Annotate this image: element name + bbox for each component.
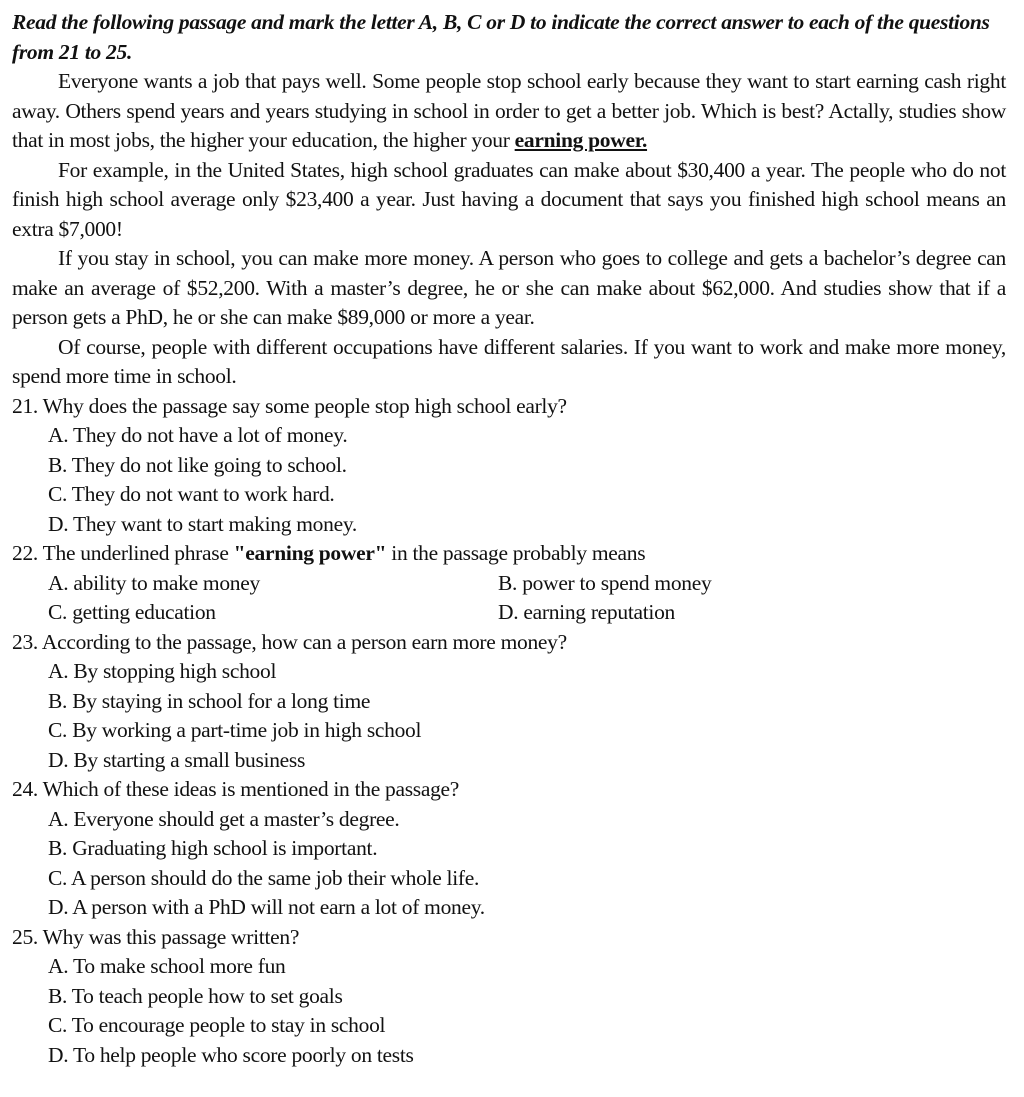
option-row [48, 569, 1006, 599]
option-a: A. By stopping high school [48, 659, 277, 683]
reading-passage [12, 67, 1006, 392]
option-d: D. earning reputation [498, 600, 675, 624]
question-24 [12, 775, 1006, 923]
quoted-phrase: "earning power" [233, 541, 387, 565]
underlined-phrase: earning power. [514, 128, 648, 152]
option-a: A. Everyone should get a master’s degree. [48, 806, 400, 831]
answer-options [12, 952, 1006, 1070]
option-c: C. A person should do the same job their whole life. [48, 865, 480, 890]
question-21 [12, 392, 1006, 540]
option-a: A. They do not have a lot of money. [48, 423, 348, 447]
answer-options [12, 569, 1006, 628]
option-b: B. By staying in school for a long time [48, 688, 371, 713]
passage-paragraph-3: If you stay in school, you can make more money. A person who goes to college and gets a bachelor’s degree can make an average of $52,200. With a master’s degree, he or she can make about $62,000. And studies show that if a person gets a PhD, he or she can make $89,000 or more a year. [12, 246, 1006, 329]
option-c: C. getting education [48, 600, 216, 624]
passage-paragraph-1-text: Everyone wants a job that pays well. Some people stop school early because they want to start earning cash right away. Others spend years and years studying in school in order to get a better job. Which is best? Actally, studies show that in most jobs, the higher your education, the higher your [12, 69, 1006, 152]
option-b: B. power to spend money [498, 570, 712, 595]
passage-paragraph-4: Of course, people with different occupations have different salaries. If you want to work and make more money, spend more time in school. [12, 334, 1006, 388]
option-b: B. Graduating high school is important. [48, 836, 378, 860]
option-b: B. They do not like going to school. [48, 452, 347, 477]
option-c: C. They do not want to work hard. [48, 482, 335, 506]
question-25 [12, 923, 1006, 1071]
question-stem: 25. Why was this passage written? [12, 924, 300, 949]
question-stem: 23. According to the passage, how can a person earn more money? [12, 629, 567, 654]
question-stem-end: in the passage probably means [386, 541, 646, 565]
answer-options [12, 805, 1006, 923]
answer-options [12, 657, 1006, 775]
answer-options [12, 421, 1006, 539]
passage-paragraph-1 [12, 67, 1006, 156]
question-stem [12, 539, 1006, 569]
option-c: C. By working a part-time job in high school [48, 718, 422, 742]
option-c: C. To encourage people to stay in school [48, 1013, 386, 1037]
option-a: A. To make school more fun [48, 954, 286, 978]
option-b: B. To teach people how to set goals [48, 983, 343, 1008]
option-d: D. They want to start making money. [48, 511, 357, 536]
question-22 [12, 539, 1006, 628]
option-a: A. ability to make money [48, 570, 260, 595]
passage-paragraph-2: For example, in the United States, high school graduates can make about $30,400 a year. The people who do not finish high school average only $23,400 a year. Just having a document that says you finished high school means an extra $7,000! [12, 157, 1006, 241]
question-stem: 24. Which of these ideas is mentioned in the passage? [12, 777, 460, 801]
option-d: D. By starting a small business [48, 747, 306, 772]
question-stem-start: 22. The underlined phrase [12, 541, 234, 565]
option-row [48, 598, 1006, 628]
option-d: D. To help people who score poorly on tests [48, 1042, 414, 1067]
question-stem: 21. Why does the passage say some people stop high school early? [12, 393, 567, 418]
question-23 [12, 628, 1006, 776]
instruction-heading: Read the following passage and mark the letter A, B, C or D to indicate the correct answer to each of the questions from 21 to 25. [12, 10, 990, 64]
option-d: D. A person with a PhD will not earn a lot of money. [48, 895, 485, 919]
